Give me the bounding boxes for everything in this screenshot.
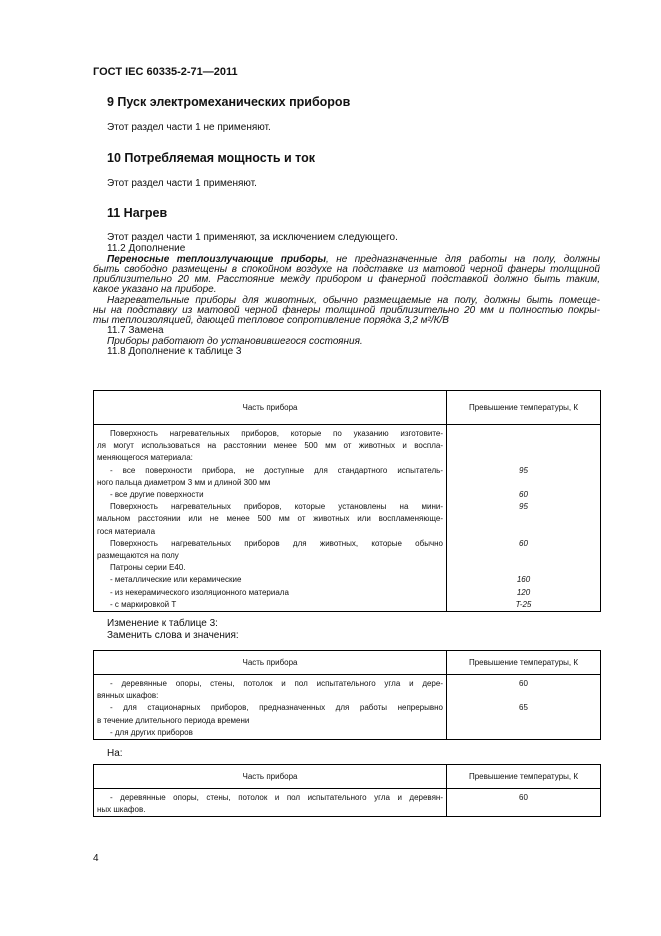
part-cell xyxy=(94,599,447,612)
cell-line: гося материала xyxy=(97,526,156,536)
paragraph-line: Нагревательные приборы для животных, обычно размещаемые на полу, должны быть помеще- xyxy=(107,295,600,306)
paragraph-line: ты теплоизоляцией, дающей тепловое сопротивление порядка 3,2 м²/К/В xyxy=(93,315,449,326)
section-11-text: Этот раздел части 1 применяют, за исключением следующего. xyxy=(107,232,398,243)
part-cell xyxy=(94,675,447,703)
table-3-replace-from xyxy=(93,650,601,740)
value-cell: 60 xyxy=(447,538,601,562)
paragraph-line: приблизительно 20 мм. Расстояние между прибором и фанерной подставкой должно быть таким, xyxy=(93,274,600,285)
cell-line: Поверхность нагревательных приборов, которые установлены на мини- xyxy=(110,502,443,512)
section-10-title: 10 Потребляемая мощность и ток xyxy=(107,151,315,165)
change-note: Заменить слова и значения: xyxy=(107,630,239,641)
replace-to-label: На: xyxy=(107,748,123,759)
section-11-title: 11 Нагрев xyxy=(107,206,168,220)
value-cell: 120 xyxy=(447,587,601,599)
cell-line: меняющегося материала: xyxy=(97,453,193,463)
value-cell: 60 xyxy=(447,489,601,501)
value-cell: 60 xyxy=(447,675,601,703)
cell-line: - все поверхности прибора, не доступные для стандартного испытатель- xyxy=(110,465,443,475)
cell-line: ного пальца диаметром 3 мм и длиной 300 мм xyxy=(97,477,271,487)
table-row xyxy=(94,425,601,465)
section-9-text: Этот раздел части 1 не применяют. xyxy=(107,122,271,133)
part-cell xyxy=(94,538,447,562)
paragraph-line: Приборы работают до установившегося состояния. xyxy=(107,336,363,347)
table-row xyxy=(94,675,601,703)
cell-line: Патроны серии Е40. xyxy=(110,563,186,573)
value-cell xyxy=(447,727,601,740)
value-cell: 95 xyxy=(447,501,601,538)
paragraph-line: быть свободно размещены в спокойном воздухе на подставке из матовой черной фанеры толщиной xyxy=(93,264,600,275)
column-header: Часть прибора xyxy=(94,651,447,675)
column-header: Превышение температуры, К xyxy=(447,765,601,789)
table-row xyxy=(94,599,601,612)
part-cell xyxy=(94,587,447,599)
table-row xyxy=(94,538,601,562)
section-9-title: 9 Пуск электромеханических приборов xyxy=(107,95,351,109)
value-cell: 160 xyxy=(447,574,601,586)
cell-line: Поверхность нагревательных приборов, которые по указанию изготовите- xyxy=(110,429,443,438)
table-row xyxy=(94,489,601,501)
column-header: Превышение температуры, К xyxy=(447,651,601,675)
value-cell xyxy=(447,425,601,465)
value-cell: 60 xyxy=(447,789,601,817)
page-number: 4 xyxy=(93,853,99,864)
part-cell xyxy=(94,727,447,740)
column-header: Часть прибора xyxy=(94,391,447,425)
table-row xyxy=(94,587,601,599)
cell-line: размещаются на полу xyxy=(97,551,179,561)
column-header: Часть прибора xyxy=(94,765,447,789)
table-row xyxy=(94,562,601,574)
section-10-text: Этот раздел части 1 применяют. xyxy=(107,178,257,189)
paragraph-line: какое указано на приборе. xyxy=(93,284,217,295)
part-cell xyxy=(94,465,447,489)
cell-line: ных шкафов. xyxy=(97,805,146,815)
cell-line: - для других приборов xyxy=(110,727,193,737)
clause-11-7: 11.7 Замена xyxy=(107,325,164,336)
cell-line: вянных шкафов: xyxy=(97,691,159,701)
cell-line: - для стационарных приборов, предназначенных для работы непрерывно xyxy=(110,703,443,713)
part-cell xyxy=(94,425,447,465)
part-cell xyxy=(94,562,447,574)
cell-line: - с маркировкой Т xyxy=(110,599,177,609)
table-3-addition xyxy=(93,390,601,612)
paragraph-line: Переносные теплоизлучающие приборы, не предназначенные для работы на полу, должны xyxy=(107,254,601,265)
value-cell: 65 xyxy=(447,702,601,726)
part-cell xyxy=(94,574,447,586)
document-header: ГОСТ IEC 60335-2-71—2011 xyxy=(93,66,238,78)
value-cell: T-25 xyxy=(447,599,601,612)
paragraph-line: ны на подставку из матовой черной фанеры толщиной приблизительно 20 мм и полностью покры- xyxy=(93,305,600,316)
cell-line: - деревянные опоры, стены, потолок и пол испытательного угла и дере- xyxy=(110,679,443,688)
cell-line: мальном расстоянии или не менее 500 мм от животных или воспламеняюще- xyxy=(97,514,443,524)
table-3-replace-to xyxy=(93,764,601,817)
cell-line: в течение длительного периода времени xyxy=(97,715,250,725)
cell-line: ля могут использоваться на расстоянии менее 500 мм от животных и воспла- xyxy=(97,441,443,451)
value-cell: 95 xyxy=(447,465,601,489)
cell-line: - деревянные опоры, стены, потолок и пол испытательного угла и деревян- xyxy=(110,793,443,802)
cell-line: Поверхность нагревательных приборов для животных, которые обычно xyxy=(110,538,443,548)
value-cell xyxy=(447,562,601,574)
cell-line: - из некерамического изоляционного материала xyxy=(110,587,289,597)
part-cell xyxy=(94,789,447,817)
part-cell xyxy=(94,702,447,726)
table-row xyxy=(94,574,601,586)
cell-line: - все другие поверхности xyxy=(110,490,204,500)
part-cell xyxy=(94,489,447,501)
table-row xyxy=(94,465,601,489)
clause-11-2: 11.2 Дополнение xyxy=(107,243,186,254)
table-row xyxy=(94,727,601,740)
column-header: Превышение температуры, К xyxy=(447,391,601,425)
table-row xyxy=(94,789,601,817)
table-row xyxy=(94,501,601,538)
table-row xyxy=(94,702,601,726)
cell-line: - металлические или керамические xyxy=(110,575,242,585)
clause-11-8: 11.8 Дополнение к таблице 3 xyxy=(107,346,242,357)
part-cell xyxy=(94,501,447,538)
change-note: Изменение к таблице 3: xyxy=(107,618,218,629)
